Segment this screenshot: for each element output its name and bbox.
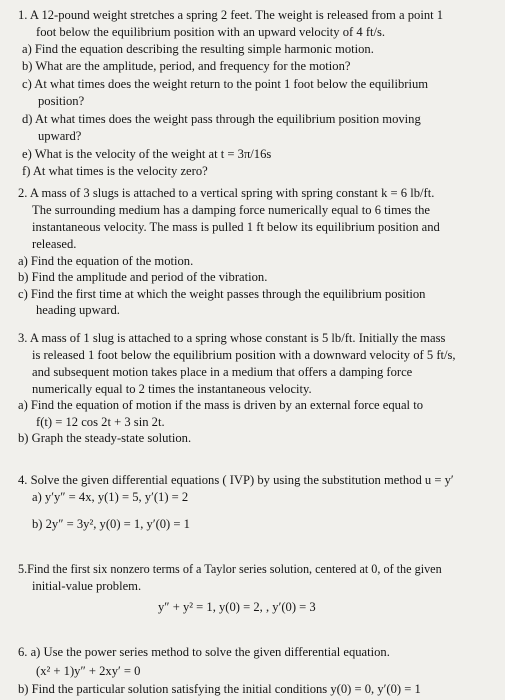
problem-3-line: numerically equal to 2 times the instantaneous velocity.	[32, 382, 312, 396]
problem-1-line: upward?	[38, 129, 82, 143]
problem-3-line: b) Graph the steady-state solution.	[18, 431, 192, 445]
problem-1-line: foot below the equilibrium position with an upward velocity of 4 ft/s.	[36, 25, 386, 39]
problem-2-line: 2. A mass of 3 slugs is attached to a vertical spring with spring constant k = 6 lb/ft.	[18, 186, 435, 200]
problem-1-line: e) What is the velocity of the weight at t = 3π/16s	[22, 147, 272, 161]
problem-2-line: heading upward.	[36, 303, 120, 317]
problem-4-line: 4. Solve the given differential equations ( IVP) by using the substitution method u = y′	[18, 473, 454, 487]
problem-2-line: instantaneous velocity. The mass is pulled 1 ft below its equilibrium position and	[32, 220, 440, 234]
problem-5-line: initial-value problem.	[32, 579, 142, 593]
problem-3-line: f(t) = 12 cos 2t + 3 sin 2t.	[36, 415, 165, 429]
problem-3-line: and subsequent motion takes place in a medium that offers a damping force	[32, 365, 413, 379]
problem-2-line: c) Find the first time at which the weight passes through the equilibrium position	[18, 287, 426, 301]
problem-1-line: b) What are the amplitude, period, and frequency for the motion?	[22, 59, 351, 73]
problem-2-line: a) Find the equation of the motion.	[18, 254, 194, 268]
problem-4-line: b) 2y″ = 3y², y(0) = 1, y′(0) = 1	[32, 517, 190, 531]
problem-1-line: f) At what times is the velocity zero?	[22, 164, 208, 178]
problem-6-line: 6. a) Use the power series method to solve the given differential equation.	[18, 645, 390, 659]
problem-6-line: (x² + 1)y″ + 2xy′ = 0	[36, 664, 141, 678]
problem-3-line: a) Find the equation of motion if the mass is driven by an external force equal to	[18, 398, 423, 412]
problem-6-line: b) Find the particular solution satisfying the initial conditions y(0) = 0, y′(0) = 1	[18, 682, 421, 696]
problem-1-line: 1. A 12-pound weight stretches a spring 2 feet. The weight is released from a point 1	[18, 8, 444, 22]
problem-1-line: position?	[38, 94, 85, 108]
problem-2-line: b) Find the amplitude and period of the vibration.	[18, 270, 268, 284]
problem-1-line: d) At what times does the weight pass through the equilibrium position moving	[22, 112, 421, 126]
problem-5-line: y″ + y² = 1, y(0) = 2, , y′(0) = 3	[158, 600, 316, 614]
problem-3-line: 3. A mass of 1 slug is attached to a spring whose constant is 5 lb/ft. Initially the mass	[18, 331, 446, 345]
problem-2-line: released.	[32, 237, 77, 251]
problem-1-line: a) Find the equation describing the resulting simple harmonic motion.	[22, 42, 374, 56]
problem-3-line: is released 1 foot below the equilibrium position with a downward velocity of 5 ft/s,	[32, 348, 456, 362]
problem-2-line: The surrounding medium has a damping force numerically equal to 6 times the	[32, 203, 430, 217]
problem-1-line: c) At what times does the weight return to the point 1 foot below the equilibrium	[22, 77, 429, 91]
problem-5-line: 5.Find the first six nonzero terms of a Taylor series solution, centered at 0, of the given	[18, 562, 442, 576]
problem-4-line: a) y′y″ = 4x, y(1) = 5, y′(1) = 2	[32, 490, 189, 504]
